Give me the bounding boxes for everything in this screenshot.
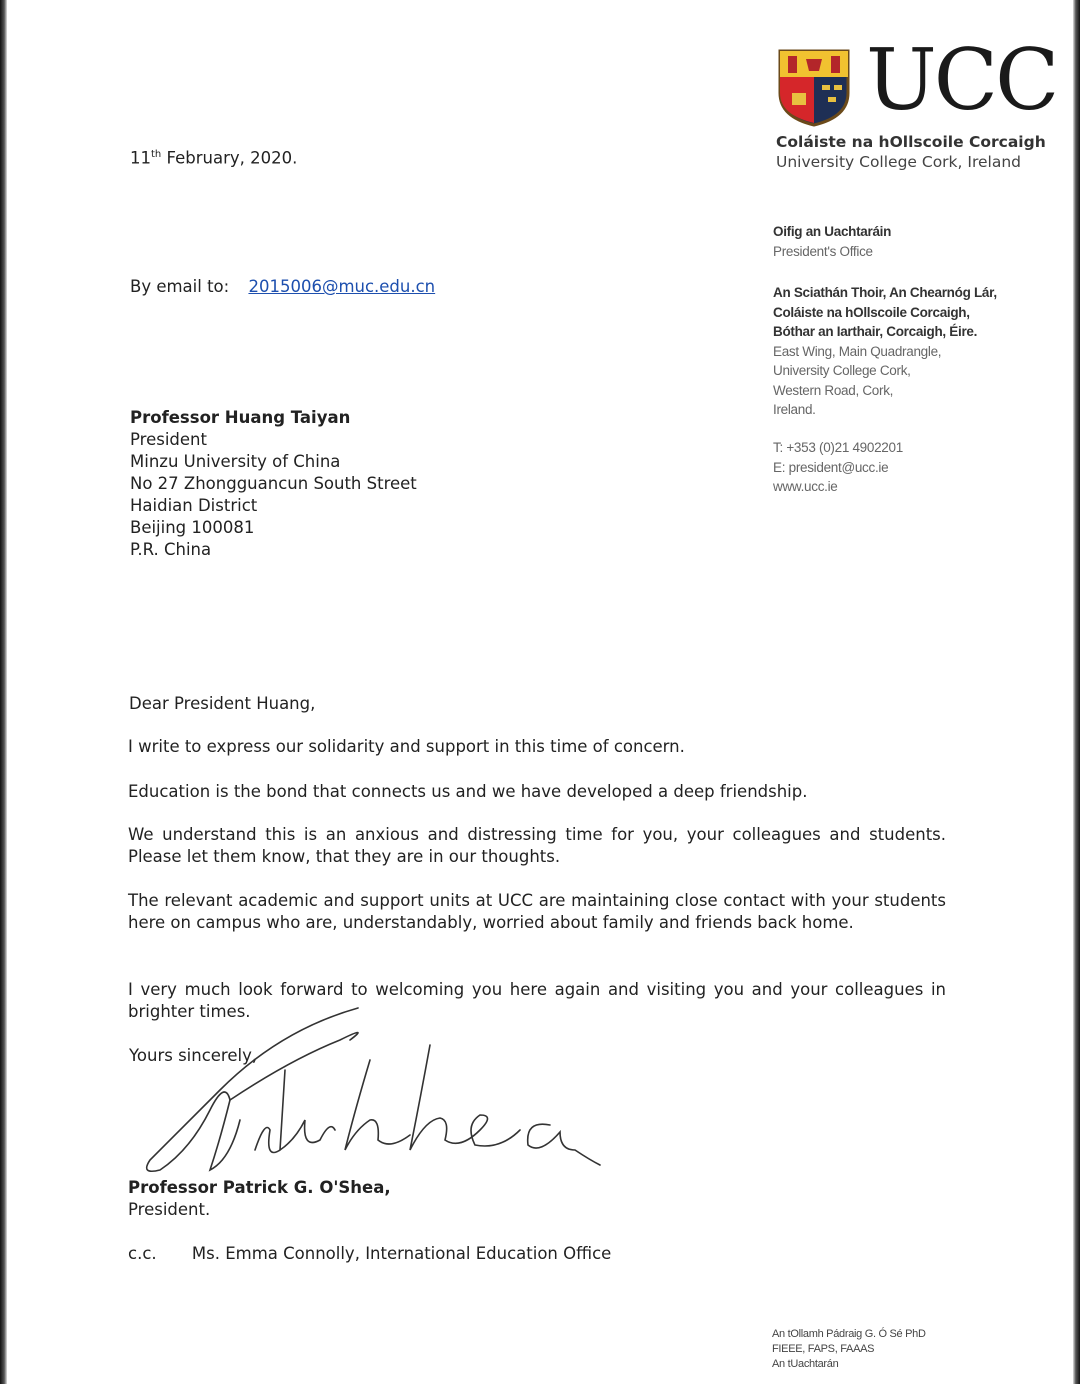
recipient-line: P.R. China [130,540,212,559]
salutation: Dear President Huang, [129,694,316,713]
recipient-line: President [130,430,207,449]
scan-edge-right [1073,0,1080,1384]
office-block [773,222,891,261]
scan-edge-left [0,0,7,1384]
recipient-address [130,407,417,561]
recipient-line: Minzu University of China [130,452,341,471]
signer-title: President. [128,1200,211,1219]
address-irish-line: Coláiste na hOllscoile Corcaigh, [773,304,970,320]
date-suffix: th [151,149,162,160]
by-email-line [130,276,435,298]
recipient-line: Beijing 100081 [130,518,255,537]
recipient-line: No 27 Zhongguancun South Street [130,474,417,493]
address-irish-line: An Sciathán Thoir, An Chearnóg Lár, [773,285,997,300]
closing: Yours sincerely, [129,1046,258,1065]
address-english-line: Ireland. [773,402,816,417]
university-name-irish: Coláiste na hOllscoile Corcaigh [776,133,1046,151]
signature-block [128,1177,391,1221]
cc-value: Ms. Emma Connolly, International Education Office [191,1244,612,1263]
recipient-email-link[interactable]: 2015006@muc.edu.cn [248,277,436,296]
website: www.ucc.ie [773,479,838,494]
office-english: President's Office [773,243,873,259]
signature-icon [130,1000,620,1200]
ucc-logo-text: UCC [866,31,1057,129]
recipient-line: Haidian District [130,496,258,515]
paragraph: We understand this is an anxious and distressing time for you, your colleagues and students. Please let them know, that they are in our thoughts. [128,825,946,866]
address-english-line: Western Road, Cork, [773,382,894,398]
address-english-line: East Wing, Main Quadrangle, [773,343,942,359]
letter-date [130,144,297,170]
footer-line: An tUachtarán [772,1358,839,1370]
signer-name: Professor Patrick G. O'Shea, [128,1178,391,1197]
phone-number: T: +353 (0)21 4902201 [773,440,903,455]
recipient-name: Professor Huang Taiyan [130,408,351,427]
date-day: 11 [130,148,151,168]
footer-line: An tOllamh Pádraig G. Ó Sé PhD [772,1328,926,1340]
paragraph: The relevant academic and support units at UCC are maintaining close contact with your students here on campus who are, understandably, worried about family and friends back home. [128,891,946,932]
contact-block [773,438,903,497]
address-irish-line: Bóthar an Iarthair, Corcaigh, Éire. [773,324,978,339]
by-email-label: By email to: [130,277,230,296]
paragraph: Education is the bond that connects us and we have developed a deep friendship. [128,782,808,801]
cc-label: c.c. [128,1244,157,1263]
paragraph: I write to express our solidarity and support in this time of concern. [128,737,685,756]
footer-line: FIEEE, FAPS, FAAAS [772,1343,875,1355]
ucc-crest-icon [776,47,852,127]
paragraph: I very much look forward to welcoming you here again and visiting you and your colleagues in brighter times. [128,980,946,1021]
contact-email: E: president@ucc.ie [773,459,889,475]
address-block [773,283,997,420]
office-irish: Oifig an Uachtaráin [773,224,892,239]
address-english-line: University College Cork, [773,363,911,378]
footer-signature-block [772,1327,926,1372]
date-rest: February, 2020. [161,148,298,168]
university-name-english: University College Cork, Ireland [776,153,1021,171]
cc-line [128,1243,611,1265]
